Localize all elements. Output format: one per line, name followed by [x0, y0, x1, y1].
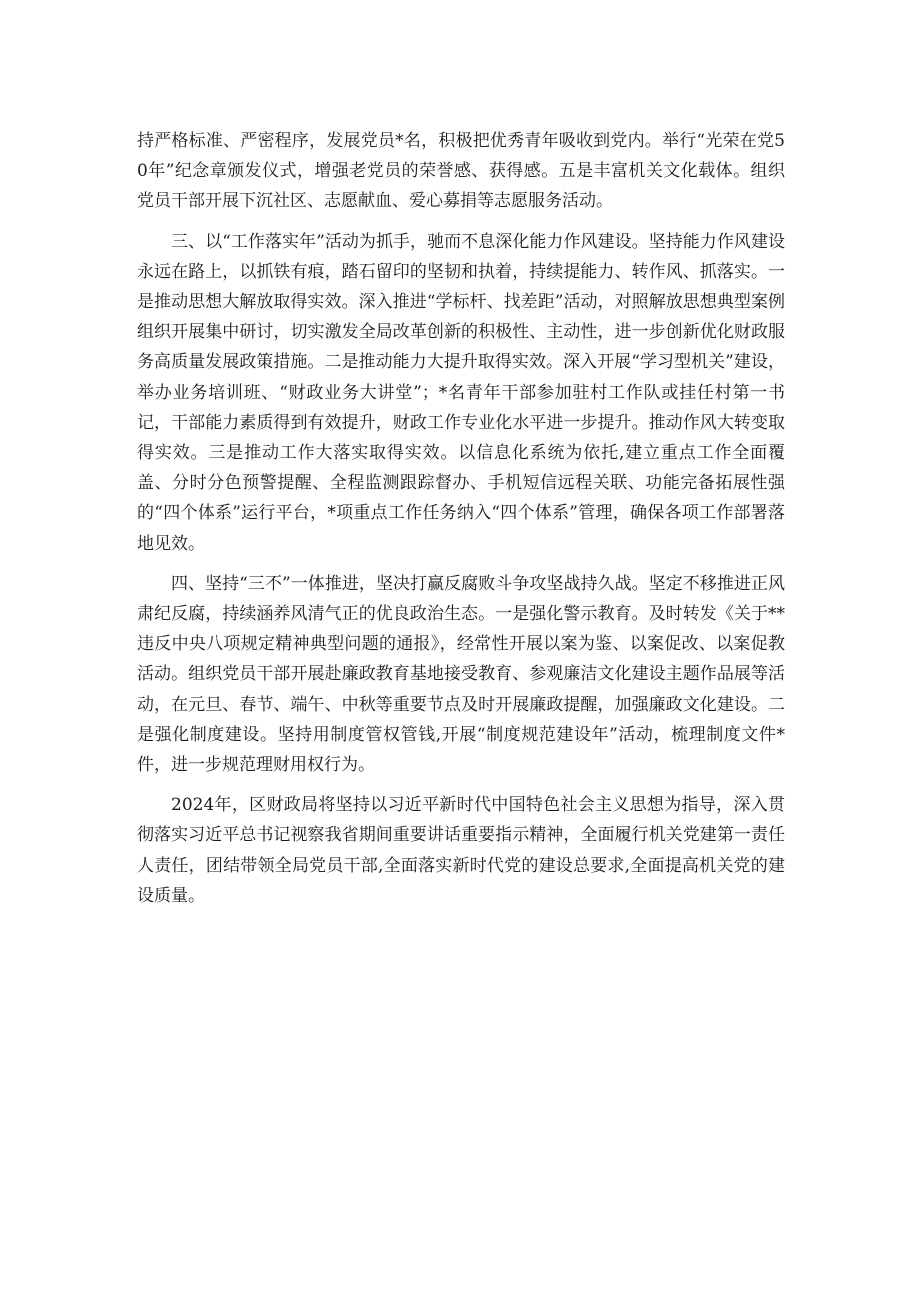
- paragraph-section-three: 三、以“工作落实年”活动为抓手，驰而不息深化能力作风建设。坚持能力作风建设永远在路上，以抓铁有痕，踏石留印的坚韧和执着，持续提能力、转作风、抓落实。一是推动思想大解放取得实效。深入推进“学标杆、找差距”活动，对照解放思想典型案例组织开展集中研讨，切实激发全局改革创新的积极性、主动性，进一步创新优化财政服务高质量发展政策措施。二是推动能力大提升取得实效。深入开展“学习型机关”建设，举办业务培训班、“财政业务大讲堂”；*名青年干部参加驻村工作队或挂任村第一书记，干部能力素质得到有效提升，财政工作专业化水平进一步提升。推动作风大转变取得实效。三是推动工作大落实取得实效。以信息化系统为依托,建立重点工作全面覆盖、分时分色预警提醒、全程监测跟踪督办、手机短信远程关联、功能完备拓展性强的“四个体系”运行平台，*项重点工作任务纳入“四个体系”管理，确保各项工作部署落地见效。: [137, 231, 785, 554]
- paragraph-continuation: 持严格标准、严密程序，发展党员*名，积极把优秀青年吸收到党内。举行“光荣在党50年”纪念章颁发仪式，增强老党员的荣誉感、获得感。五是丰富机关文化载体。组织党员干部开展下沉社区、志愿献血、爱心募捐等志愿服务活动。: [137, 131, 785, 212]
- document-body: [137, 126, 785, 921]
- paragraph-outlook-2024: 2024年，区财政局将坚持以习近平新时代中国特色社会主义思想为指导，深入贯彻落实习近平总书记视察我省期间重要讲话重要指示精神，全面履行机关党建第一责任人责任，团结带领全局党员干部,全面落实新时代党的建设总要求,全面提高机关党的建设质量。: [137, 795, 785, 906]
- paragraph-section-four: 四、坚持“三不”一体推进，坚决打赢反腐败斗争攻坚战持久战。坚定不移推进正风肃纪反腐，持续涵养风清气正的优良政治生态。一是强化警示教育。及时转发《关于**违反中央八项规定精神典型问题的通报》，经常性开展以案为鉴、以案促改、以案促教活动。组织党员干部开展赴廉政教育基地接受教育、参观廉洁文化建设主题作品展等活动，在元旦、春节、端午、中秋等重要节点及时开展廉政提醒，加强廉政文化建设。二是强化制度建设。坚持用制度管权管钱,开展“制度规范建设年”活动，梳理制度文件*件，进一步规范理财用权行为。: [137, 573, 785, 776]
